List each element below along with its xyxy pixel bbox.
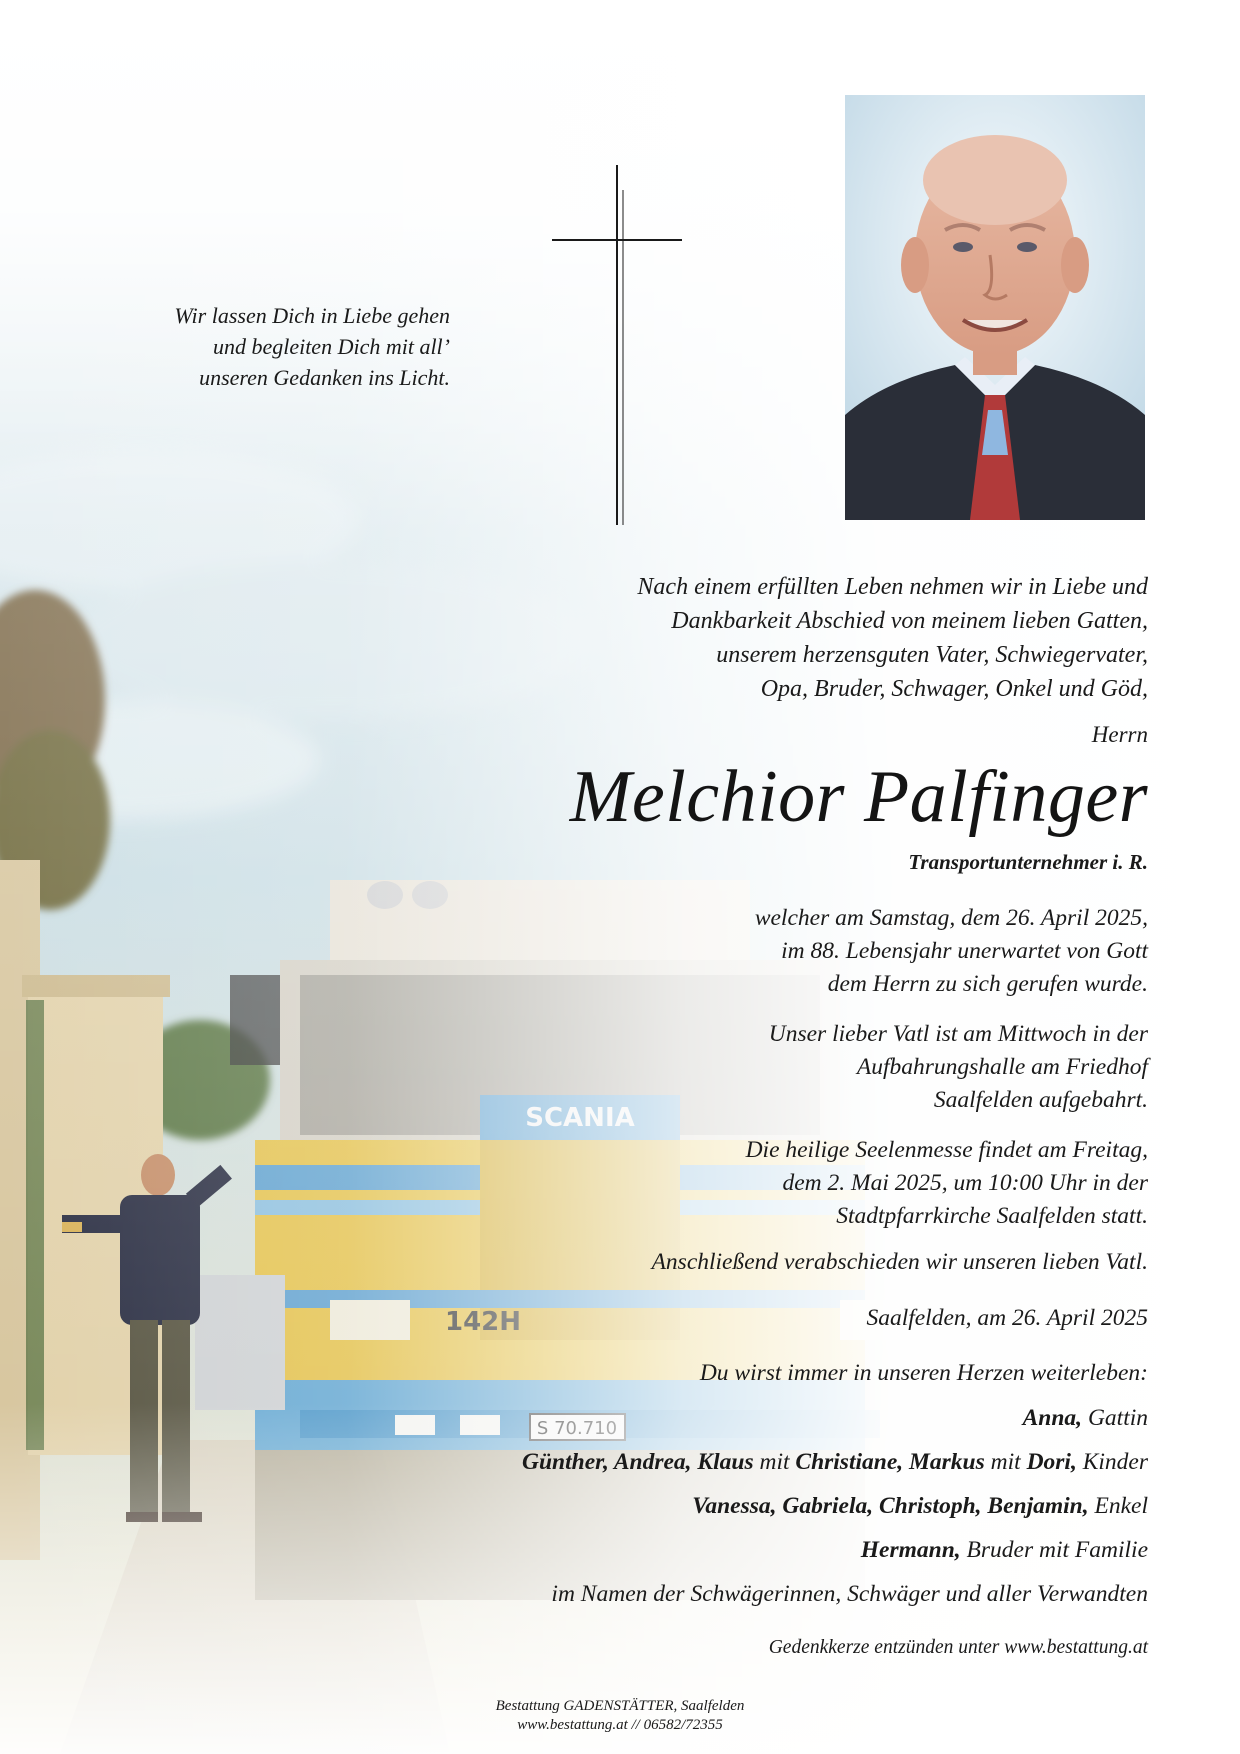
family-relatives: im Namen der Schwägerinnen, Schwäger und aller Verwandten xyxy=(551,1581,1148,1607)
passing-line: dem Herrn zu sich gerufen wurde. xyxy=(827,971,1148,997)
family-grandchildren-role: Enkel xyxy=(1094,1493,1148,1519)
family-children-mit-2: mit xyxy=(990,1449,1021,1475)
quote-line: und begleiten Dich mit all’ xyxy=(212,334,450,359)
footer xyxy=(420,1697,820,1735)
intro-line: unserem herzensguten Vater, Schwiegervater, xyxy=(716,642,1148,668)
family-grandchildren-names: Vanessa, Gabriela, Christoph, Benjamin, xyxy=(692,1493,1089,1519)
candle-link-text: Gedenkkerze entzünden unter www.bestattung.at xyxy=(768,1637,1148,1658)
footer-company: Bestattung GADENSTÄTTER, Saalfelden xyxy=(495,1698,745,1714)
farewell-text: Anschließend verabschieden wir unseren lieben Vatl. xyxy=(651,1249,1148,1275)
family-children-names-2: Christiane, Markus xyxy=(795,1449,985,1475)
heart-line: Du wirst immer in unseren Herzen weiterleben: xyxy=(699,1360,1148,1386)
salutation: Herrn xyxy=(1091,722,1148,747)
family-children-role: Kinder xyxy=(1082,1449,1148,1475)
quote-line: unseren Gedanken ins Licht. xyxy=(199,365,450,390)
deceased-name: Melchior Palfinger xyxy=(569,756,1148,838)
profession: Transportunternehmer i. R. xyxy=(908,850,1148,874)
family-brother xyxy=(861,1537,1148,1564)
family-brother-name: Hermann, xyxy=(860,1537,961,1563)
intro-line: Nach einem erfüllten Leben nehmen wir in Liebe und xyxy=(637,574,1148,600)
laid-out-line: Saalfelden aufgebahrt. xyxy=(933,1087,1148,1113)
intro-text xyxy=(448,570,1148,706)
laid-out-line: Unser lieber Vatl ist am Mittwoch in der xyxy=(768,1021,1148,1047)
cross-icon xyxy=(552,165,682,525)
family-children-mit-1: mit xyxy=(759,1449,790,1475)
mass-line: Die heilige Seelenmesse findet am Freitag, xyxy=(745,1137,1148,1163)
mass-line: Stadtpfarrkirche Saalfelden statt. xyxy=(836,1203,1148,1229)
passing-line: im 88. Lebensjahr unerwartet von Gott xyxy=(781,938,1148,964)
family-children-names-1: Günther, Andrea, Klaus xyxy=(522,1449,754,1475)
passing-line: welcher am Samstag, dem 26. April 2025, xyxy=(754,905,1148,931)
quote xyxy=(120,300,450,393)
family-wife xyxy=(1023,1405,1148,1432)
place-date: Saalfelden, am 26. April 2025 xyxy=(866,1305,1148,1331)
portrait-photo xyxy=(845,95,1145,520)
laid-out-line: Aufbahrungshalle am Friedhof xyxy=(856,1054,1148,1080)
family-wife-role: Gattin xyxy=(1087,1405,1148,1431)
intro-line: Opa, Bruder, Schwager, Onkel und Göd, xyxy=(760,676,1148,702)
passing-text xyxy=(548,902,1148,1001)
family-grandchildren xyxy=(692,1493,1148,1520)
family-children-names-3: Dori, xyxy=(1026,1449,1077,1475)
quote-line: Wir lassen Dich in Liebe gehen xyxy=(174,303,450,328)
intro-line: Dankbarkeit Abschied von meinem lieben Gatten, xyxy=(671,608,1148,634)
family-wife-name: Anna, xyxy=(1022,1405,1083,1431)
mass-text xyxy=(548,1134,1148,1233)
laid-out-text xyxy=(548,1018,1148,1117)
footer-contact: www.bestattung.at // 06582/72355 xyxy=(517,1717,723,1733)
family-children xyxy=(522,1449,1148,1476)
family-brother-role: Bruder mit Familie xyxy=(966,1537,1148,1563)
mass-line: dem 2. Mai 2025, um 10:00 Uhr in der xyxy=(782,1170,1148,1196)
